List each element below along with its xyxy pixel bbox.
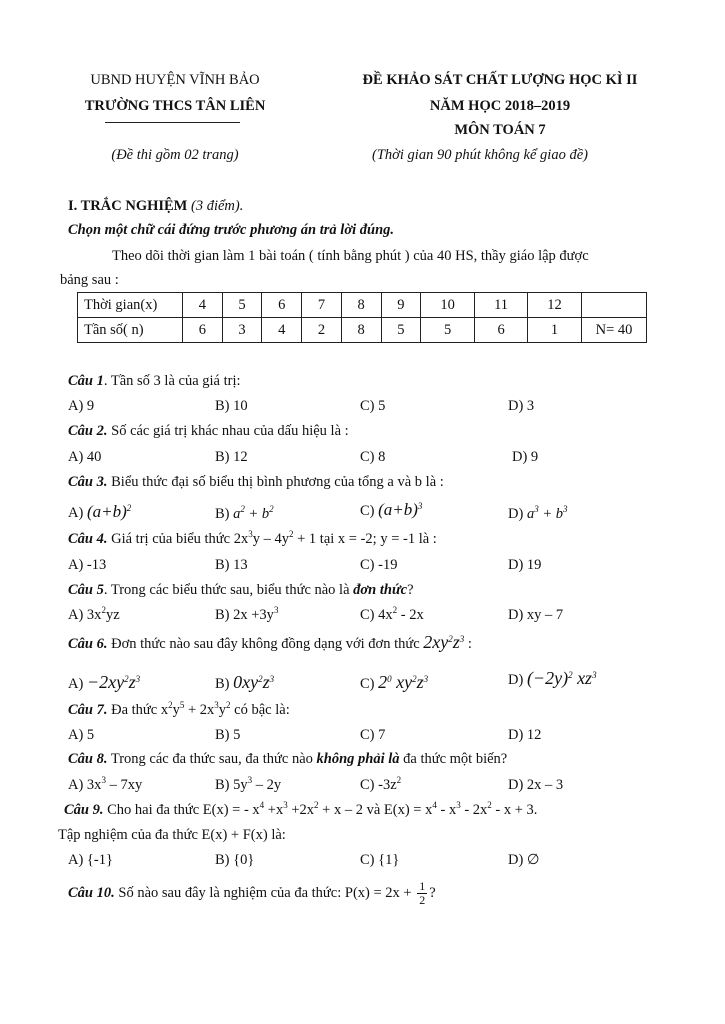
question-text: - x + 3. [491,802,538,818]
exam-title: ĐỀ KHẢO SÁT CHẤT LƯỢNG HỌC KÌ II [362,72,638,88]
q2-option-d: D) 9 [512,449,539,465]
page-count-note: (Đề thi gồm 02 trang) [111,147,239,163]
q3-option-d [508,506,567,523]
question-8 [68,751,507,768]
question-text: đa thức một biến? [399,751,508,767]
question-text: +x [264,802,284,818]
section-title-text: I. TRẮC NGHIỆM [68,198,188,214]
q1-option-d: D) 3 [508,398,535,414]
formula: $2^0$ $xy^2z^3$ [378,672,429,692]
option-text: – 2y [252,777,282,793]
formula: $0xy^2z^3$ [233,672,275,692]
question-label: Câu 8. [68,751,108,767]
school-year: NĂM HỌC 2018–2019 [429,98,571,114]
q6-option-b [215,672,274,693]
q1-option-c: C) 5 [360,398,386,414]
q4-option-a: A) -13 [68,557,107,573]
option-text: C) 4x [360,607,393,623]
table-cell: 4 [262,318,302,343]
formula: $a^2 + b^2$ [233,504,274,522]
question-text: Đơn thức nào sau đây không đồng dạng với đơn thức [107,636,424,652]
q9-option-c: C) {1} [360,852,400,868]
formula: $(a+b)^2$ [86,502,132,521]
question-text: y – 4y [252,531,289,547]
subject: MÔN TOÁN 7 [454,122,546,138]
option-text: – 7xy [105,777,143,793]
question-text: + 1 tại x = -2; y = -1 là : [293,531,437,547]
question-label: Câu 2. [68,423,108,439]
q5-option-a: A) $3x^2yz$ [68,605,120,623]
option-label: D) [508,672,524,688]
question-label: Câu 10. [68,884,115,901]
question-text: +2x [287,802,315,818]
table-cell: N= 40 [582,318,647,343]
q9-option-b: B) {0} [215,852,255,868]
instruction: Chọn một chữ cái đứng trước phương án trả lời đúng. [68,222,395,238]
q8-option-a: A) $3x^3 - 7xy$ [68,775,143,793]
question-2 [68,423,349,440]
question-text: có bậc là: [230,702,290,718]
question-label: Câu 5 [68,582,104,598]
question-text: Số các giá trị khác nhau của dấu hiệu là : [107,423,349,439]
question-1 [68,373,241,390]
q8-option-d: D) 2x – 3 [508,777,564,793]
question-text: . Trong các biểu thức sau, biểu thức nào là [103,582,354,598]
table-cell: 6 [475,318,528,343]
table-cell: 5 [222,293,262,318]
section-points: (3 điểm). [191,198,244,214]
intro-line-2: bảng sau : [60,272,119,288]
question-text: Biểu thức đại số biểu thị bình phương của tổng a và b là : [107,474,444,490]
question-4: Câu 4. Giá trị của biểu thức $2x^3y - 4y^2 + 1$ tại x = -2; y = -1 là : [68,529,437,547]
table-cell: 5 [381,318,421,343]
formula: $2xy^2z^3$ [423,632,465,652]
option-text: - 2x [397,607,424,623]
option-text: yz [105,607,120,623]
time-note: (Thời gian 90 phút không kể giao đề) [372,147,588,163]
q4-option-d: D) 19 [508,557,542,573]
q7-option-c: C) 7 [360,727,386,743]
question-label: Câu 3. [68,474,108,490]
q1-option-b: B) 10 [215,398,248,414]
option-label: B) [215,506,230,522]
table-cell: 11 [475,293,528,318]
table-cell: 10 [421,293,475,318]
question-9: Câu 9. Cho hai đa thức E(x) = - $x^4 +x^3 +2x^2 + x - 2$ và $E(x) = x^4 - x^3 - 2x^2 - x + 3$. [64,800,538,818]
q3-option-c [360,500,422,520]
option-text: A) 3x [68,607,102,623]
table-cell [582,293,647,318]
table-cell: 5 [421,318,475,343]
q9-option-a: A) {-1} [68,852,113,868]
option-label: B) [215,676,230,692]
q3-option-b [215,506,274,523]
question-emphasis: không phải là [316,751,400,767]
q7-option-a: A) 5 [68,727,95,743]
question-3 [68,474,444,491]
table-row [78,318,647,343]
question-text: - 2x [460,802,488,818]
option-text: C) -3z [360,777,397,793]
table-cell: 4 [183,293,223,318]
question-label: Câu 4. [68,531,108,547]
q2-option-a: A) 40 [68,449,102,465]
option-text: A) 3x [68,777,102,793]
question-9-line-2: Tập nghiệm của đa thức E(x) + F(x) là: [58,827,286,843]
q5-option-c: C) $4x^2 - 2x$ [360,605,424,623]
formula: $a^3 + b^3$ [526,504,568,522]
q2-option-c: C) 8 [360,449,386,465]
question-text: Cho hai đa thức E(x) = - x [103,802,260,818]
formula: $(a+b)^3$ [378,500,423,519]
question-text: Giá trị của biểu thức 2x [107,531,249,547]
district-name: UBND HUYỆN VĨNH BẢO [90,72,260,88]
option-label: A) [68,676,84,692]
option-text: B) 5y [215,777,248,793]
question-label: Câu 6. [68,636,108,652]
table-cell: 3 [222,318,262,343]
q9-option-d: D) ∅ [508,852,540,868]
q7-option-b: B) 5 [215,727,241,743]
header-underline [105,122,240,123]
question-emphasis: đơn thức [353,582,408,598]
q5-option-d: D) xy – 7 [508,607,564,623]
table-cell: 6 [183,318,223,343]
option-label: A) [68,505,84,521]
q2-option-b: B) 12 [215,449,248,465]
table-cell: 8 [341,293,381,318]
q6-option-c [360,672,428,693]
intro-line-1: Theo dõi thời gian làm 1 bài toán ( tính bằng phút ) của 40 HS, thầy giáo lập được [112,248,589,264]
section-title [68,198,243,215]
q8-option-b: B) $5y^3 - 2y$ [215,775,282,793]
q1-option-a: A) 9 [68,398,95,414]
question-text: - x [436,802,457,818]
question-text: Trong các đa thức sau, đa thức nào [107,751,317,767]
row-label-frequency: Tần số( n) [78,318,183,343]
table-row [78,293,647,318]
question-label: Câu 1 [68,373,104,389]
table-cell: 6 [262,293,302,318]
formula: $-2xy^2z^3$ [86,672,141,692]
question-6 [68,632,472,653]
q6-option-d [508,668,597,689]
table-cell: 2 [302,318,342,343]
option-text: B) 2x +3y [215,607,274,623]
table-cell: 1 [528,318,582,343]
q4-option-b: B) 13 [215,557,248,573]
option-label: D) [508,506,524,522]
question-7: Câu 7. Đa thức $x^2y^5 + 2x^3y^2$ có bậc là: [68,700,290,718]
table-cell: 12 [528,293,582,318]
school-name: TRƯỜNG THCS TÂN LIÊN [84,98,266,114]
q6-option-a [68,672,140,693]
table-cell: 8 [341,318,381,343]
question-5 [68,582,414,599]
question-text: Số nào sau đây là nghiệm của đa thức: P(x) = 2x + [114,884,416,901]
question-10 [68,880,436,907]
question-text: y [172,702,180,718]
formula: $(-2y)^2$ $xz^3$ [526,668,597,688]
question-text: ? [429,884,436,901]
question-text: : [464,636,472,652]
q4-option-c: C) -19 [360,557,398,573]
question-text: + x – 2 và E(x) = x [318,802,433,818]
table-cell: 7 [302,293,342,318]
q8-option-c: C) $-3z^2$ [360,775,402,793]
question-text: y [218,702,227,718]
option-label: C) [360,676,375,692]
table-cell: 9 [381,293,421,318]
option-label: C) [360,503,375,519]
question-text: Đa thức x [107,702,169,718]
frequency-table [77,292,647,343]
row-label-time: Thời gian(x) [78,293,183,318]
question-text: + 2x [184,702,215,718]
question-text: ? [407,582,414,598]
q5-option-b: B) $2x +3y^3$ [215,605,279,623]
q3-option-a [68,502,131,522]
question-label: Câu 9. [64,802,104,818]
q7-option-d: D) 12 [508,727,542,743]
question-label: Câu 7. [68,702,108,718]
fraction-one-half: $\frac{1}{2}$ [419,879,426,907]
question-text: . Tần số 3 là của giá trị: [103,373,241,389]
